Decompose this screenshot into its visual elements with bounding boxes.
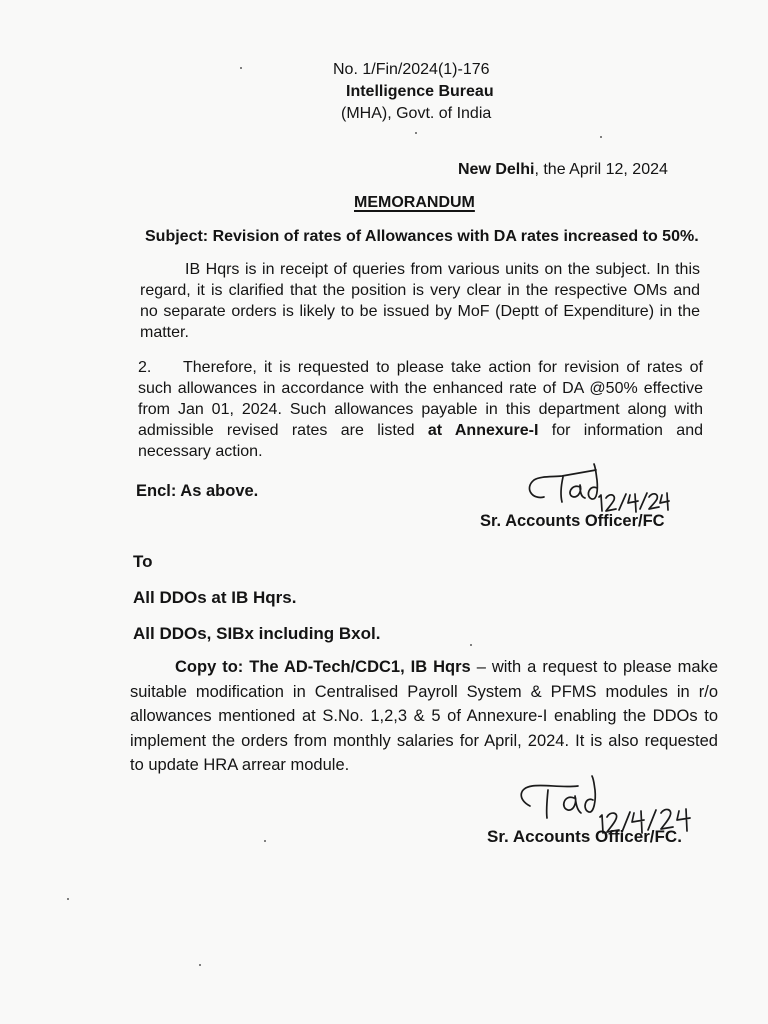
- annexure-reference: at Annexure-I: [427, 422, 539, 439]
- paragraph-line: suitable modification in Centralised Payroll System & PFMS modules in r/o: [130, 682, 718, 701]
- paragraph-line: no separate orders is likely to be issued by MoF (Deptt of Expenditure) in the: [140, 303, 700, 320]
- scan-speck: [199, 964, 201, 966]
- scan-speck: [470, 644, 472, 646]
- signature-stroke: [561, 477, 563, 502]
- scan-speck: [415, 132, 417, 134]
- addressee: All DDOs at IB Hqrs.: [133, 588, 297, 607]
- paragraph-2: [138, 357, 703, 462]
- paragraph-line: allowances mentioned at S.No. 1,2,3 & 5 of Annexure-I enabling the DDOs to: [130, 707, 718, 725]
- paragraph-line: necessary action.: [138, 443, 263, 460]
- paragraph-line: [130, 655, 718, 680]
- to-label: To: [133, 552, 153, 571]
- subject-line: Subject: Revision of rates of Allowances with DA rates increased to 50%.: [145, 228, 699, 245]
- date: , the April 12, 2024: [534, 161, 668, 178]
- paragraph-line-text: Therefore, it is requested to please take action for revision of rates of: [183, 359, 703, 376]
- paragraph-line: [138, 420, 703, 441]
- paragraph-line: from Jan 01, 2024. Such allowances payable in this department along with: [138, 401, 703, 418]
- place: New Delhi: [458, 161, 535, 178]
- signature-stroke: [585, 776, 595, 812]
- document-title: MEMORANDUM: [354, 194, 475, 211]
- paragraph-line-text: admissible revised rates are listed: [138, 422, 415, 439]
- place-and-date: [458, 159, 668, 181]
- paragraph-line: to update HRA arrear module.: [130, 756, 350, 774]
- paragraph-1: [140, 259, 700, 343]
- paragraph-line-text: for information and: [551, 422, 703, 439]
- scan-speck: [264, 840, 266, 842]
- scan-speck: [240, 67, 242, 69]
- paragraph-line: IB Hqrs is in receipt of queries from various units on the subject. In this: [185, 261, 700, 278]
- paragraph-line: matter.: [140, 324, 189, 341]
- signature-stroke: [529, 470, 596, 497]
- organisation-name: Intelligence Bureau: [346, 83, 494, 100]
- signatory-designation: Sr. Accounts Officer/FC: [480, 512, 665, 530]
- scan-speck: [600, 136, 602, 138]
- addressee: All DDOs, SIBx including Bxol.: [133, 624, 381, 643]
- paragraph-line: [138, 357, 703, 378]
- paragraph-number: 2.: [138, 359, 152, 376]
- scan-speck: [67, 898, 69, 900]
- paragraph-line: such allowances in accordance with the enhanced rate of DA @50% effective: [138, 380, 703, 397]
- signature-stroke: [570, 485, 585, 498]
- copy-to-label: Copy to: The AD-Tech/CDC1, IB Hqrs: [175, 658, 471, 676]
- enclosure-note: Encl: As above.: [136, 482, 259, 500]
- signature-stroke: [588, 464, 597, 499]
- copy-to-paragraph: [130, 655, 718, 778]
- ministry-name: (MHA), Govt. of India: [341, 105, 492, 122]
- paragraph-line: regard, it is clarified that the position is very clear in the respective OMs and: [140, 282, 700, 299]
- signature-stroke: [521, 785, 578, 806]
- signature-stroke: [547, 790, 548, 818]
- signature-stroke: [564, 796, 581, 813]
- paragraph-line: implement the orders from monthly salaries for April, 2024. It is also requested: [130, 731, 718, 750]
- paragraph-line-text: – with a request to please make: [476, 658, 719, 676]
- reference-number: No. 1/Fin/2024(1)-176: [333, 61, 490, 78]
- signatory-designation: Sr. Accounts Officer/FC.: [487, 827, 682, 846]
